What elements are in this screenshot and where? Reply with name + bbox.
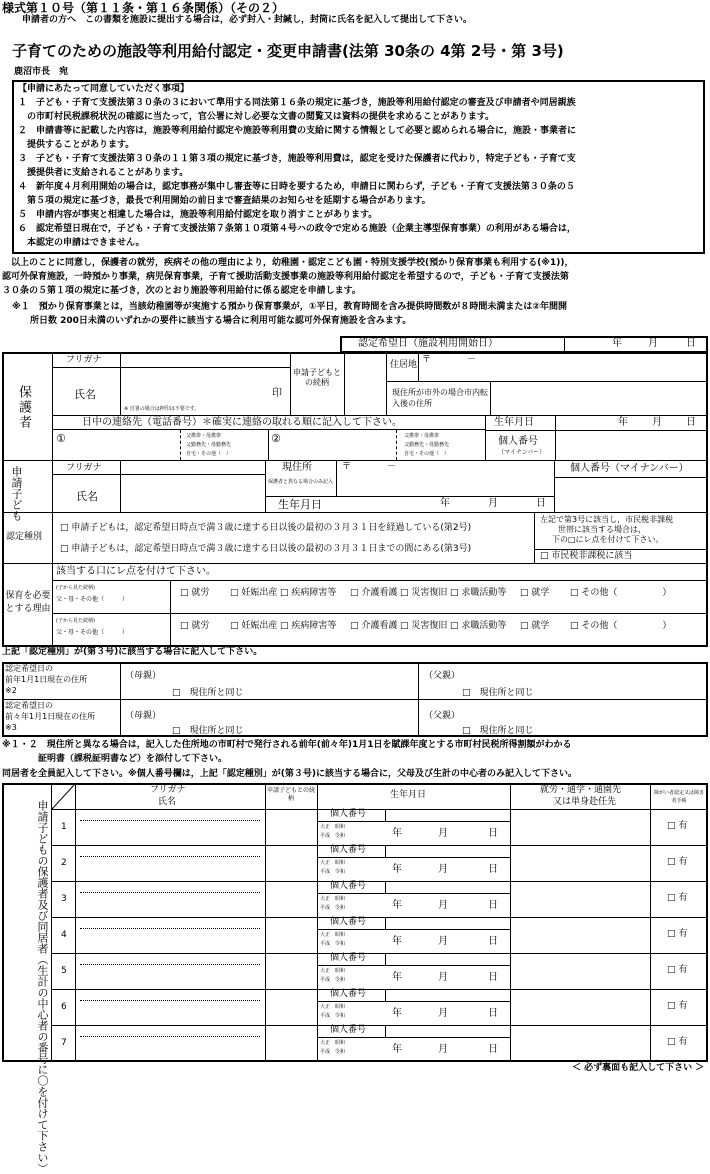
reason-instruction: 該当する口にレ点を付けて下さい。 [56, 566, 216, 577]
household-row-number: 7 [61, 1038, 67, 1048]
birth-month: 月 [438, 864, 448, 875]
reason-option[interactable]: □ 妊娠出産 [230, 621, 278, 631]
birth-month: 月 [438, 936, 448, 947]
era-option[interactable]: 平成 令和 [320, 977, 346, 983]
era-option[interactable]: 大正 昭和 [320, 1040, 346, 1046]
member-name-input[interactable] [77, 1027, 263, 1059]
birth-year: 年 [392, 936, 402, 947]
past-row1-label: 認定希望日の [5, 664, 53, 673]
consent-heading: 【申請にあたって同意していただく事項】 [18, 84, 190, 94]
father-label: （父親） [424, 671, 461, 681]
contact-1-type: 父勤務先・母勤務先 [186, 442, 232, 448]
relation-input[interactable] [345, 354, 385, 414]
seal-mark: 印 [272, 388, 282, 399]
era-option[interactable]: 平成 令和 [320, 833, 346, 839]
consent-line: ４ 新年度４月利用開始の場合は，認定事務が集中し審査等に日時を要するため，申請日に関わらず，子ども・子育て支援法第３０条の５ [18, 182, 575, 192]
member-name-input[interactable] [77, 955, 263, 987]
birth-day: 日 [488, 900, 498, 911]
birth-month: 月 [438, 972, 448, 983]
cert-option-2[interactable]: □ 申請子どもは，認定希望日時点で満３歳に達する日以後の最初の３月３１日を経過している(第2号) [60, 523, 472, 533]
era-option[interactable]: 平成 令和 [320, 941, 346, 947]
member-mynum-input[interactable] [387, 1026, 509, 1036]
member-name-input[interactable] [77, 991, 263, 1023]
reason-option[interactable]: □ その他（ ） [570, 588, 672, 598]
consent-line: 提供することがあります。 [18, 140, 135, 150]
era-option[interactable]: 大正 昭和 [320, 932, 346, 938]
addressee: 鹿沼市長 宛 [14, 67, 69, 77]
guardian-section-label: 保護者 [16, 385, 31, 430]
birth-day: 日 [488, 936, 498, 947]
member-work-input[interactable] [512, 1027, 648, 1059]
guardian-mynum-input[interactable] [557, 432, 706, 458]
guardian-mynum-label: 個人番号 [498, 436, 538, 447]
requested-date-label: 認定希望日（施設利用開始日） [358, 338, 498, 349]
cert-note: 世帯に該当する場合は， [558, 525, 646, 534]
consent-line: の市町村民税課税状況の確認に当たって，官公署に対し必要な文書の閲覧又は資料の提供を求めることがあります。 [18, 112, 495, 122]
household-row-number: 4 [61, 930, 67, 940]
birth-month: 月 [438, 1044, 448, 1055]
birth-month: 月 [438, 1008, 448, 1019]
father-label: （父親） [424, 711, 461, 721]
mynum-label: 個人番号 [330, 953, 367, 963]
address-label: 住居地 [390, 360, 418, 370]
page-title: 子育てのための施設等利用給付認定・変更申請書(法第 30条の 4第 2号・第 3号) [12, 42, 564, 60]
disability-checkbox[interactable]: □ 有 [667, 929, 688, 939]
reason-option[interactable]: □ 求職活動等 [450, 621, 507, 631]
consent-line: １ 子ども・子育て支援法第３０条の３において準用する同法第１６条の規定に基づき，施設等利用給付認定の審査及び申請者や同居親族 [18, 98, 576, 108]
reason-option[interactable]: □ 介護看護 [350, 621, 398, 631]
birth-year: 年 [392, 864, 402, 875]
era-option[interactable]: 大正 昭和 [320, 824, 346, 830]
reason-option[interactable]: □ 疾病障害等 [280, 588, 337, 598]
child-address-note: 保護者と異なる場合のみ記入 [268, 479, 334, 485]
past-row1-label: ※2 [5, 686, 17, 695]
reason-option[interactable]: □ その他（ ） [570, 621, 672, 631]
member-name-input[interactable] [77, 847, 263, 879]
guardian-mynum-sub: （マイナンバー） [498, 449, 546, 456]
child-address-label: 現住所 [282, 462, 312, 473]
birth-year: 年 [392, 828, 402, 839]
same-address-checkbox[interactable]: □ 現住所と同じ [462, 688, 534, 698]
reason-option[interactable]: □ 就労 [180, 588, 210, 598]
col-disability: 障がい者認定又は障害者手帳 [653, 790, 704, 804]
child-mynum-label: 個人番号（マイナンバー） [570, 463, 689, 474]
consent-line: 本認定の申請はできません。 [18, 238, 145, 248]
reason-option[interactable]: □ 就学 [520, 621, 550, 631]
guardian-birth-month: 月 [652, 417, 662, 428]
tax-exempt-checkbox[interactable]: □ 市民税非課税に該当 [540, 551, 633, 561]
resident-note: 現住所が市外の場合市内転入後の住所 [392, 388, 488, 408]
era-option[interactable]: 平成 令和 [320, 1013, 346, 1019]
guardian-birth-day: 日 [686, 417, 696, 428]
date-day: 日 [686, 338, 696, 349]
contact-2-type: 自宅・その他（ ） [404, 451, 450, 457]
seal-note: ※ 自署の場合は押印は不要です。 [124, 406, 200, 412]
era-option[interactable]: 大正 昭和 [320, 860, 346, 866]
guardian-name-label: 氏名 [74, 388, 96, 401]
submission-notice: 申請者の方へ この書類を施設に提出する場合は，必ず封入・封緘し，封筒に氏名を記入して提出して下さい。 [22, 15, 473, 25]
member-work-input[interactable] [512, 883, 648, 915]
disability-checkbox[interactable]: □ 有 [667, 893, 688, 903]
contact-1-mark: ① [56, 432, 66, 445]
mynum-label: 個人番号 [330, 881, 367, 891]
guardian-name-input[interactable] [120, 368, 290, 408]
date-year: 年 [612, 338, 622, 349]
era-option[interactable]: 大正 昭和 [320, 1004, 346, 1010]
child-section-label: 申請子ども [10, 466, 23, 521]
reason-relation-label: (子から見た続柄) [56, 618, 95, 624]
child-birth-label: 生年月日 [278, 498, 322, 511]
disability-checkbox[interactable]: □ 有 [667, 965, 688, 975]
reason-option[interactable]: □ 妊娠出産 [230, 588, 278, 598]
disability-checkbox[interactable]: □ 有 [667, 821, 688, 831]
consent-line: ６ 認定希望日現在で，子ども・子育て支援法第７条第１０項第４号ハの政令で定める施設（企業主導型保育事業）の利用がある場合は， [18, 224, 576, 234]
birth-day: 日 [488, 864, 498, 875]
disability-checkbox[interactable]: □ 有 [667, 857, 688, 867]
guardian-postal: 〒 － [422, 355, 477, 365]
cert-option-3[interactable]: □ 申請子どもは，認定希望日時点で満３歳に達する日以後の最初の３月３１日までの間にある(第3号) [60, 544, 472, 554]
member-work-input[interactable] [512, 991, 648, 1023]
member-name-input[interactable] [77, 811, 263, 843]
member-mynum-input[interactable] [387, 846, 509, 856]
household-row-number: 6 [61, 1002, 67, 1012]
household-row-number: 2 [61, 858, 67, 868]
contact-2-type: 父携帯・母携帯 [404, 433, 440, 439]
contact-1-type: 父携帯・母携帯 [186, 433, 222, 439]
consent-line: 援提供者に支給されることがあります。 [18, 168, 189, 178]
child-name-label: 氏名 [76, 490, 98, 503]
contact-1-input[interactable] [70, 431, 180, 458]
birth-year: 年 [392, 1008, 402, 1019]
reason-option[interactable]: □ 就労 [180, 621, 210, 631]
note1-line: ※１ 預かり保育事業とは，当該幼稚園等が実施する預かり保育事業が，①平日，教育時間を含み提供時間数が８時間未満または②年間開 [12, 302, 567, 312]
agreement-line: ３０条の５第１項の規定に基づき，次のとおり施設等利用給付に係る認定を申請します。 [2, 286, 361, 296]
past-row1-label: 前年1月1日現在の住所 [5, 675, 88, 684]
contact-label: 日中の連絡先（電話番号）＊確実に連絡の取れる順に記入して下さい。 [82, 417, 402, 428]
era-option[interactable]: 大正 昭和 [320, 896, 346, 902]
agreement-line: 認可外保育施設，一時預かり事業，病児保育事業，子育て援助活動支援事業の施設等利用給付認定を希望するので，子ども・子育て支援法第 [2, 272, 569, 282]
guardian-birth-label: 生年月日 [494, 417, 534, 428]
reason-option[interactable]: □ 災害復旧 [400, 588, 448, 598]
mynum-label: 個人番号 [330, 989, 367, 999]
mother-label: （母親） [125, 711, 162, 721]
cert-label: 認定種別 [6, 532, 43, 542]
contact-2-type: 父勤務先・母勤務先 [404, 442, 450, 448]
reason-option[interactable]: □ 求職活動等 [450, 588, 507, 598]
note1-line: 所日数 200日未満のいずれかの要件に該当する場合に利用可能な認可外保育施設を含みます。 [12, 316, 412, 326]
household-row-number: 3 [61, 894, 67, 904]
future-address-input[interactable] [492, 383, 706, 413]
cert-note: 下の□にレ点を付けて下さい。 [552, 535, 664, 544]
era-option[interactable]: 大正 昭和 [320, 968, 346, 974]
mother-label: （母親） [125, 671, 162, 681]
contact-1-type: 自宅・その他（ ） [186, 451, 232, 457]
mynum-label: 個人番号 [330, 1025, 367, 1035]
mynum-label: 個人番号 [330, 809, 367, 819]
relation-label: 申請子どもとの続柄 [293, 368, 341, 387]
child-furigana-label: フリガナ [66, 463, 102, 473]
col-work: 就労・通学・通園先 [540, 785, 622, 795]
consent-line: ３ 子ども・子育て支援法第３０条の１１第３項の規定に基づき，施設等利用費は，認定を受けた保護者に代わり，特定子ども・子育て支 [18, 154, 576, 164]
member-work-input[interactable] [512, 919, 648, 951]
past-row2-label: ※3 [5, 723, 17, 732]
member-work-input[interactable] [512, 847, 648, 879]
era-option[interactable]: 平成 令和 [320, 869, 346, 875]
reason-relation-label: (子から見た続柄) [56, 585, 95, 591]
child-name-input[interactable] [122, 476, 264, 510]
consent-line: ２ 申請書等に記載した内容は，施設等利用給付認定や施設等利用費の支給に関する情報として必要と認められる場合に，施設・事業者に [18, 126, 577, 136]
form-number: 様式第１０号（第１１条・第１６条関係）（その２） [2, 1, 285, 15]
member-mynum-input[interactable] [387, 954, 509, 964]
household-row-number: 5 [61, 966, 67, 976]
past-address-note: 上記「認定種別」が(第３号)に該当する場合に記入して下さい。 [2, 647, 263, 657]
birth-year: 年 [392, 900, 402, 911]
household-side-label: 申請子どもの保護者及び同居者（生計の中心者の番号に〇を付けて下さい） [36, 800, 49, 1174]
col-birth: 生年月日 [390, 790, 427, 800]
col-furigana: フリガナ [150, 785, 186, 795]
guardian-address-input[interactable] [420, 366, 706, 380]
member-name-input[interactable] [77, 883, 263, 915]
note2-line: ※１・２ 現住所と異なる場合は，記入した住所地の市町村で発行される前年(前々年)1月1日を賦課年度とする市町村民税所得割額がわかる [2, 740, 572, 750]
contact-2-mark: ② [271, 432, 281, 445]
past-row2-label: 前々年1月1日現在の住所 [5, 712, 96, 721]
household-note: 同居者を全員記入して下さい。※個人番号欄は，上記「認定種別」が(第３号)に該当する場合に，父母及び生計の中心者のみ記入して下さい。 [2, 769, 577, 779]
cert-note: 左記で第3号に該当し，市民税非課税 [540, 515, 674, 524]
header-diagonal [52, 784, 75, 809]
guardian-birth-year: 年 [618, 417, 628, 428]
mynum-label: 個人番号 [330, 845, 367, 855]
era-option[interactable]: 平成 令和 [320, 905, 346, 911]
child-birth-day: 日 [536, 498, 546, 509]
reason-option[interactable]: □ 疾病障害等 [280, 621, 337, 631]
reason-option[interactable]: □ 介護看護 [350, 588, 398, 598]
same-address-checkbox[interactable]: □ 現住所と同じ [172, 726, 244, 736]
reason-option[interactable]: □ 災害復旧 [400, 621, 448, 631]
member-name-input[interactable] [77, 919, 263, 951]
child-mynum-input[interactable] [556, 479, 706, 510]
birth-month: 月 [438, 900, 448, 911]
era-option[interactable]: 平成 令和 [320, 1049, 346, 1055]
child-birth-month: 月 [488, 498, 498, 509]
reason-relation-input[interactable]: 父・母・その他（ ） [56, 596, 129, 603]
same-address-checkbox[interactable]: □ 現住所と同じ [462, 726, 534, 736]
birth-day: 日 [488, 1044, 498, 1055]
contact-2-input[interactable] [285, 431, 395, 458]
member-mynum-input[interactable] [387, 990, 509, 1000]
member-mynum-input[interactable] [387, 882, 509, 892]
mynum-label: 個人番号 [330, 917, 367, 927]
reason-relation-input[interactable]: 父・母・その他（ ） [56, 629, 129, 636]
member-work-input[interactable] [512, 955, 648, 987]
member-work-input[interactable] [512, 811, 648, 843]
agreement-line: 以上のことに同意し，保護者の就労，疾病その他の理由により，幼稚園・認定こども園・特別支援学校(預かり保育事業も利用する(※1))， [2, 258, 574, 268]
reason-label: 保育を必要とする理由 [5, 591, 51, 614]
child-postal: 〒 － [342, 462, 397, 472]
birth-day: 日 [488, 972, 498, 983]
birth-day: 日 [488, 828, 498, 839]
date-month: 月 [648, 338, 658, 349]
disability-checkbox[interactable]: □ 有 [667, 1001, 688, 1011]
footer-note: ＜ 必ず裏面も記入して下さい ＞ [572, 1063, 705, 1073]
col-name: 氏名 [158, 797, 177, 807]
member-mynum-input[interactable] [387, 918, 509, 928]
birth-year: 年 [392, 972, 402, 983]
household-row-number: 1 [61, 822, 67, 832]
col-relation: 申請子どもとの続柄 [267, 787, 316, 802]
same-address-checkbox[interactable]: □ 現住所と同じ [172, 688, 244, 698]
consent-line: ５ 申請内容が事実と相違した場合は，施設等利用給付認定を取り消すことがあります。 [18, 210, 378, 220]
child-address-input[interactable] [338, 474, 552, 494]
col-work: 又は単身赴任先 [553, 797, 617, 807]
birth-month: 月 [438, 828, 448, 839]
past-row2-label: 認定希望日の [5, 701, 53, 710]
guardian-furigana-label: フリガナ [66, 355, 102, 365]
note2-line: 証明書（課税証明書など）を添付して下さい。 [2, 754, 228, 764]
member-mynum-input[interactable] [387, 810, 509, 820]
child-birth-year: 年 [440, 498, 450, 509]
consent-line: 第５項の規定に基づき，最長で利用開始の前日まで審査結果のお知らせを延期する場合があります。 [18, 196, 431, 206]
birth-year: 年 [392, 1044, 402, 1055]
disability-checkbox[interactable]: □ 有 [667, 1037, 688, 1047]
reason-option[interactable]: □ 就学 [520, 588, 550, 598]
birth-day: 日 [488, 1008, 498, 1019]
